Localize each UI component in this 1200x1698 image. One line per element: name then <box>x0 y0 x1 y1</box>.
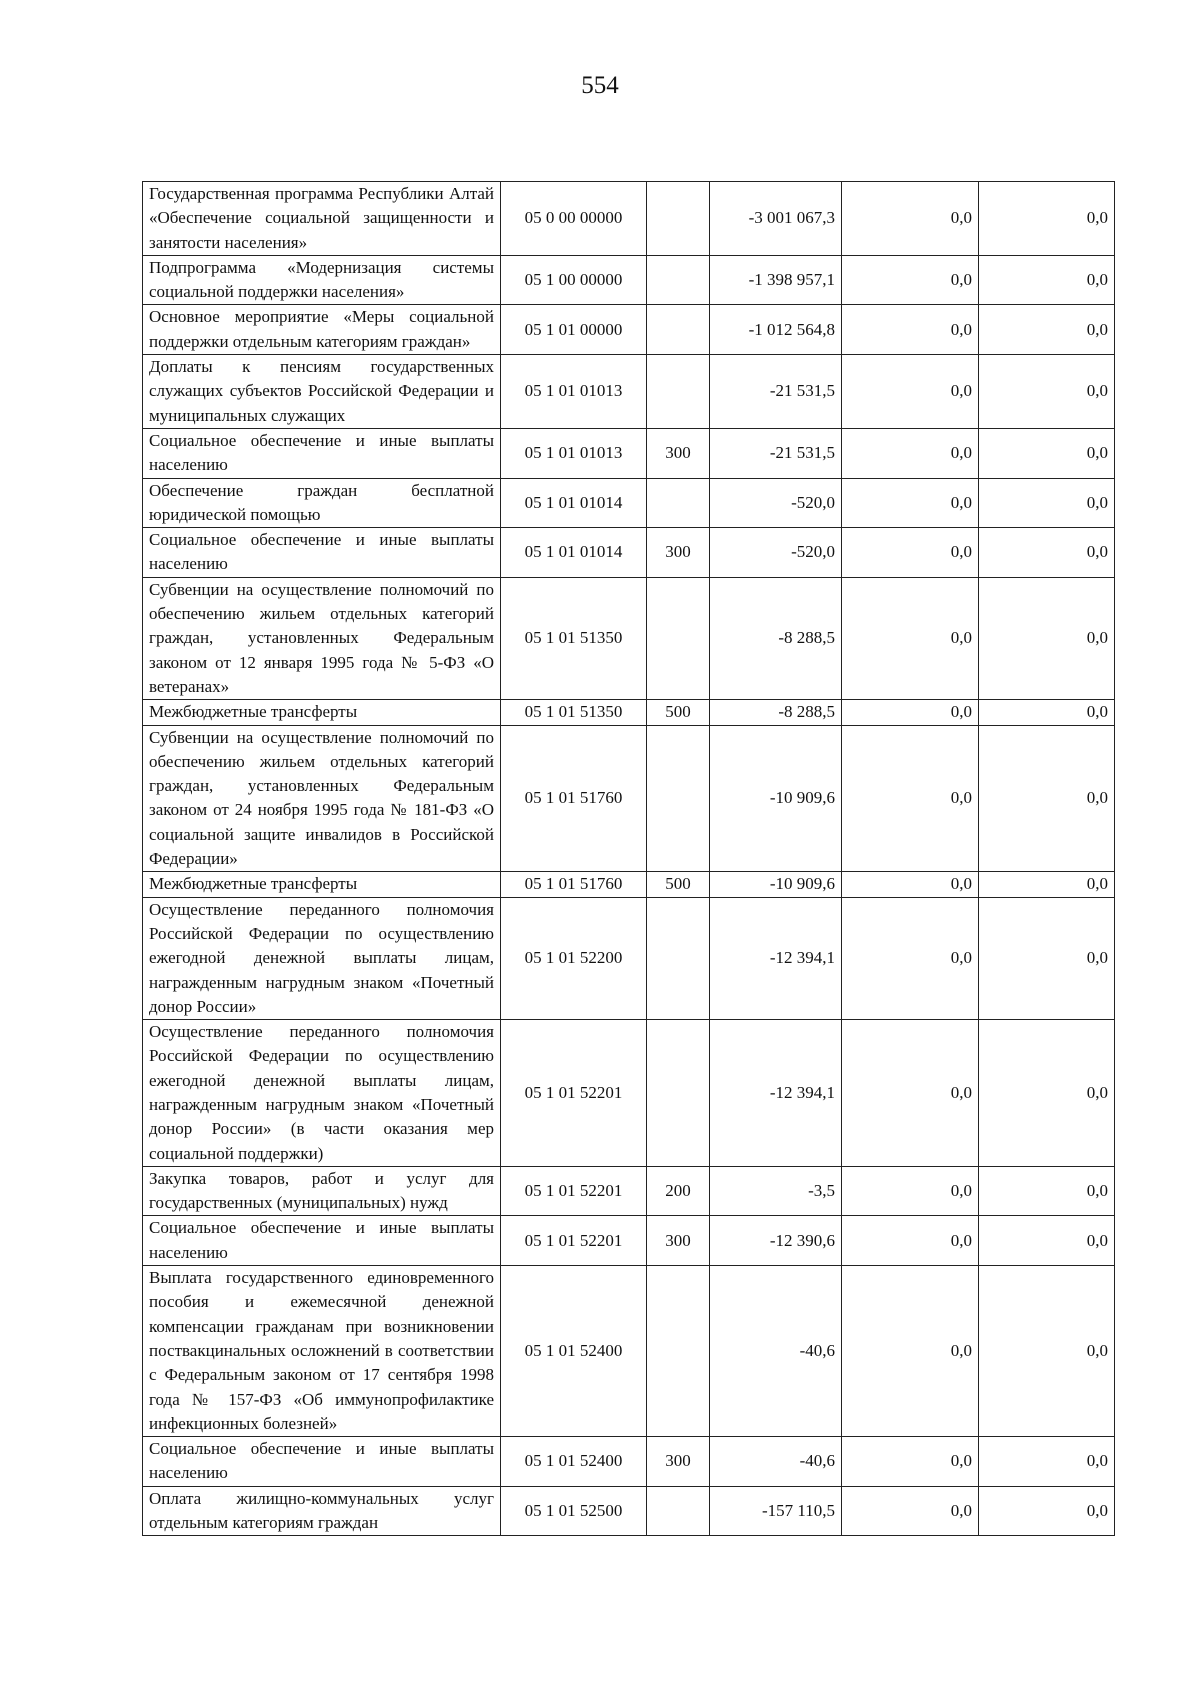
table-row <box>143 1166 1115 1216</box>
row-value-2: 0,0 <box>842 528 979 578</box>
row-expense-type: 200 <box>647 1166 710 1216</box>
row-value-2: 0,0 <box>842 872 979 897</box>
row-amount: -8 288,5 <box>710 577 842 699</box>
table-row <box>143 478 1115 528</box>
row-amount: -12 390,6 <box>710 1216 842 1266</box>
row-amount: -520,0 <box>710 528 842 578</box>
row-value-3: 0,0 <box>979 428 1115 478</box>
table-row <box>143 1216 1115 1266</box>
table-row <box>143 528 1115 578</box>
row-expense-type: 500 <box>647 700 710 725</box>
row-amount: -12 394,1 <box>710 1020 842 1167</box>
row-code: 05 1 01 51350 <box>501 577 647 699</box>
row-value-2: 0,0 <box>842 182 979 256</box>
row-value-3: 0,0 <box>979 182 1115 256</box>
row-name: Оплата жилищно-коммунальных услуг отдельным категориям граждан <box>143 1486 501 1536</box>
budget-table <box>142 181 1115 1536</box>
row-name: Субвенции на осуществление полномочий по обеспечению жильем отдельных категорий граждан, установленных Федеральным законом от 24 ноября 1995 года № 181-ФЗ «О социальной защите инвалидов в Российской Федерации» <box>143 725 501 872</box>
table-row <box>143 355 1115 429</box>
row-expense-type <box>647 355 710 429</box>
row-value-3: 0,0 <box>979 478 1115 528</box>
row-amount: -3 001 067,3 <box>710 182 842 256</box>
row-amount: -40,6 <box>710 1266 842 1437</box>
row-value-2: 0,0 <box>842 478 979 528</box>
row-name: Субвенции на осуществление полномочий по обеспечению жильем отдельных категорий граждан, установленных Федеральным законом от 12 января 1995 года № 5-ФЗ «О ветеранах» <box>143 577 501 699</box>
row-code: 05 1 01 51760 <box>501 872 647 897</box>
budget-table-body <box>143 182 1115 1536</box>
row-value-3: 0,0 <box>979 1166 1115 1216</box>
table-row <box>143 255 1115 305</box>
row-value-3: 0,0 <box>979 1216 1115 1266</box>
row-value-2: 0,0 <box>842 700 979 725</box>
row-code: 05 1 01 52400 <box>501 1437 647 1487</box>
row-expense-type <box>647 478 710 528</box>
row-name: Социальное обеспечение и иные выплаты населению <box>143 1216 501 1266</box>
row-expense-type <box>647 725 710 872</box>
row-amount: -10 909,6 <box>710 872 842 897</box>
row-code: 05 1 01 01014 <box>501 478 647 528</box>
table-row <box>143 428 1115 478</box>
row-expense-type <box>647 305 710 355</box>
table-row <box>143 182 1115 256</box>
table-row <box>143 1486 1115 1536</box>
row-expense-type <box>647 1486 710 1536</box>
table-row <box>143 1020 1115 1167</box>
row-value-3: 0,0 <box>979 1266 1115 1437</box>
row-name: Выплата государственного единовременного пособия и ежемесячной денежной компенсации гражданам при возникновении поствакцинальных осложнений в соответствии с Федеральным законом от 17 сентября 1998 года № 157-ФЗ «Об иммунопрофилактике инфекционных болезней» <box>143 1266 501 1437</box>
row-value-3: 0,0 <box>979 1020 1115 1167</box>
row-name: Государственная программа Республики Алтай «Обеспечение социальной защищенности и занятости населения» <box>143 182 501 256</box>
row-amount: -21 531,5 <box>710 428 842 478</box>
table-row <box>143 700 1115 725</box>
row-expense-type: 300 <box>647 428 710 478</box>
row-value-3: 0,0 <box>979 528 1115 578</box>
row-code: 05 1 01 52500 <box>501 1486 647 1536</box>
row-value-2: 0,0 <box>842 577 979 699</box>
page-number: 554 <box>581 72 619 99</box>
row-value-3: 0,0 <box>979 255 1115 305</box>
row-name: Закупка товаров, работ и услуг для государственных (муниципальных) нужд <box>143 1166 501 1216</box>
row-name: Межбюджетные трансферты <box>143 872 501 897</box>
row-value-2: 0,0 <box>842 355 979 429</box>
row-amount: -12 394,1 <box>710 897 842 1019</box>
row-name: Обеспечение граждан бесплатной юридической помощью <box>143 478 501 528</box>
row-value-2: 0,0 <box>842 305 979 355</box>
row-amount: -21 531,5 <box>710 355 842 429</box>
row-code: 05 1 01 52201 <box>501 1216 647 1266</box>
table-row <box>143 577 1115 699</box>
row-code: 05 1 01 52200 <box>501 897 647 1019</box>
row-value-3: 0,0 <box>979 355 1115 429</box>
row-value-3: 0,0 <box>979 577 1115 699</box>
row-value-2: 0,0 <box>842 428 979 478</box>
row-amount: -10 909,6 <box>710 725 842 872</box>
table-row <box>143 1437 1115 1487</box>
row-code: 05 1 01 51350 <box>501 700 647 725</box>
row-code: 05 1 01 01014 <box>501 528 647 578</box>
row-value-3: 0,0 <box>979 1437 1115 1487</box>
row-code: 05 0 00 00000 <box>501 182 647 256</box>
row-name: Подпрограмма «Модернизация системы социальной поддержки населения» <box>143 255 501 305</box>
row-value-3: 0,0 <box>979 872 1115 897</box>
row-amount: -1 398 957,1 <box>710 255 842 305</box>
table-row <box>143 872 1115 897</box>
row-value-3: 0,0 <box>979 897 1115 1019</box>
row-name: Социальное обеспечение и иные выплаты населению <box>143 428 501 478</box>
row-value-3: 0,0 <box>979 1486 1115 1536</box>
row-value-3: 0,0 <box>979 305 1115 355</box>
row-amount: -40,6 <box>710 1437 842 1487</box>
row-value-2: 0,0 <box>842 1216 979 1266</box>
row-expense-type <box>647 577 710 699</box>
table-row <box>143 897 1115 1019</box>
row-value-2: 0,0 <box>842 1166 979 1216</box>
row-code: 05 1 01 52400 <box>501 1266 647 1437</box>
row-expense-type <box>647 897 710 1019</box>
row-expense-type <box>647 182 710 256</box>
row-amount: -520,0 <box>710 478 842 528</box>
row-amount: -3,5 <box>710 1166 842 1216</box>
row-value-3: 0,0 <box>979 725 1115 872</box>
row-expense-type: 300 <box>647 528 710 578</box>
table-row <box>143 725 1115 872</box>
row-name: Доплаты к пенсиям государственных служащих субъектов Российской Федерации и муниципальных служащих <box>143 355 501 429</box>
row-code: 05 1 01 51760 <box>501 725 647 872</box>
table-row <box>143 305 1115 355</box>
row-name: Социальное обеспечение и иные выплаты населению <box>143 1437 501 1487</box>
row-amount: -1 012 564,8 <box>710 305 842 355</box>
row-name: Осуществление переданного полномочия Российской Федерации по осуществлению ежегодной денежной выплаты лицам, награжденным нагрудным знаком «Почетный донор России» <box>143 897 501 1019</box>
row-expense-type: 300 <box>647 1437 710 1487</box>
row-value-2: 0,0 <box>842 897 979 1019</box>
row-name: Осуществление переданного полномочия Российской Федерации по осуществлению ежегодной денежной выплаты лицам, награжденным нагрудным знаком «Почетный донор России» (в части оказания мер социальной поддержки) <box>143 1020 501 1167</box>
row-name: Межбюджетные трансферты <box>143 700 501 725</box>
row-code: 05 1 01 01013 <box>501 428 647 478</box>
row-expense-type <box>647 1020 710 1167</box>
row-expense-type <box>647 255 710 305</box>
row-value-3: 0,0 <box>979 700 1115 725</box>
row-name: Основное мероприятие «Меры социальной поддержки отдельным категориям граждан» <box>143 305 501 355</box>
row-code: 05 1 00 00000 <box>501 255 647 305</box>
row-amount: -157 110,5 <box>710 1486 842 1536</box>
row-expense-type: 500 <box>647 872 710 897</box>
row-value-2: 0,0 <box>842 1437 979 1487</box>
row-value-2: 0,0 <box>842 1020 979 1167</box>
row-amount: -8 288,5 <box>710 700 842 725</box>
row-code: 05 1 01 01013 <box>501 355 647 429</box>
row-value-2: 0,0 <box>842 1486 979 1536</box>
row-value-2: 0,0 <box>842 725 979 872</box>
row-expense-type: 300 <box>647 1216 710 1266</box>
row-code: 05 1 01 52201 <box>501 1020 647 1167</box>
row-expense-type <box>647 1266 710 1437</box>
table-row <box>143 1266 1115 1437</box>
row-name: Социальное обеспечение и иные выплаты населению <box>143 528 501 578</box>
row-value-2: 0,0 <box>842 1266 979 1437</box>
row-code: 05 1 01 00000 <box>501 305 647 355</box>
row-code: 05 1 01 52201 <box>501 1166 647 1216</box>
row-value-2: 0,0 <box>842 255 979 305</box>
